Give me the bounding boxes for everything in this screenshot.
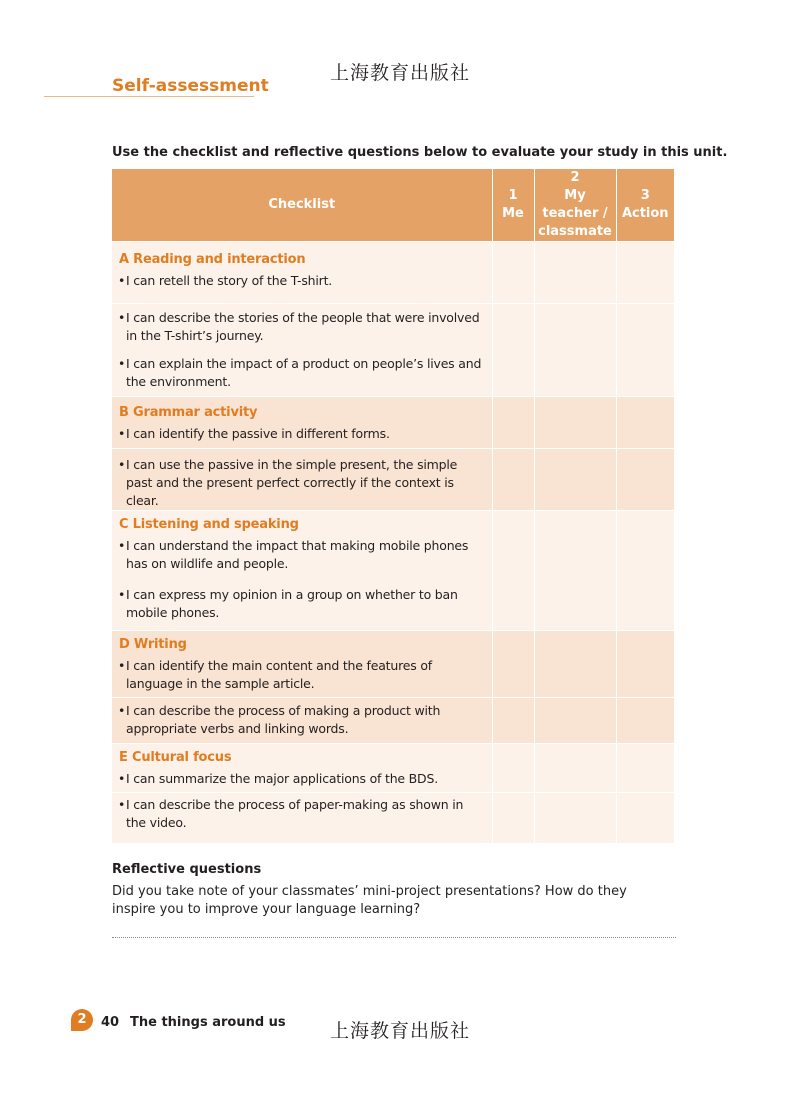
me-checkbox-cell[interactable]: [492, 397, 534, 449]
teacher-checkbox-cell[interactable]: [534, 793, 616, 843]
section-title: Self-assessment: [112, 76, 269, 96]
section-d-title: D Writing: [119, 637, 187, 652]
col2-number: 2: [570, 170, 580, 185]
table-row: [112, 698, 674, 744]
checklist-cell: [112, 304, 492, 397]
section-c-title: C Listening and speaking: [119, 517, 299, 532]
checklist-cell: [112, 449, 492, 511]
table-row: [112, 242, 674, 304]
action-header: [616, 169, 674, 242]
me-checkbox-cell[interactable]: [492, 304, 534, 397]
me-checkbox-cell[interactable]: [492, 511, 534, 631]
list-item: • I can retell the story of the T-shirt.: [119, 272, 486, 290]
publisher-watermark-bottom: 上海教育出版社: [329, 1020, 470, 1042]
page-number: 40: [101, 1015, 120, 1030]
action-checkbox-cell[interactable]: [616, 744, 674, 793]
action-checkbox-cell[interactable]: [616, 449, 674, 511]
table-row: [112, 511, 674, 631]
unit-title: The things around us: [130, 1015, 286, 1030]
reflective-questions-text: Did you take note of your classmates’ mini-project presentations? How do they inspire you to improve your language learning?: [112, 884, 627, 917]
action-checkbox-cell[interactable]: [616, 631, 674, 698]
me-checkbox-cell[interactable]: [492, 698, 534, 744]
action-checkbox-cell[interactable]: [616, 397, 674, 449]
me-checkbox-cell[interactable]: [492, 744, 534, 793]
me-checkbox-cell[interactable]: [492, 242, 534, 304]
col2-label: My teacher / classmate: [538, 188, 612, 239]
checklist-cell: [112, 698, 492, 744]
checklist-cell: [112, 397, 492, 449]
col3-label: Action: [621, 206, 669, 221]
list-item: • I can explain the impact of a product on people’s lives and the environment.: [119, 355, 486, 391]
action-checkbox-cell[interactable]: [616, 511, 674, 631]
teacher-checkbox-cell[interactable]: [534, 304, 616, 397]
checklist-cell: [112, 511, 492, 631]
teacher-checkbox-cell[interactable]: [534, 631, 616, 698]
list-item: • I can summarize the major applications of the BDS.: [119, 770, 486, 788]
checklist-cell: [112, 631, 492, 698]
teacher-checkbox-cell[interactable]: [534, 397, 616, 449]
section-a-title: A Reading and interaction: [119, 252, 306, 267]
teacher-checkbox-cell[interactable]: [534, 698, 616, 744]
list-item: • I can describe the process of making a product with appropriate verbs and linking words.: [119, 702, 486, 738]
action-checkbox-cell[interactable]: [616, 242, 674, 304]
unit-badge: 2: [71, 1009, 93, 1031]
self-assessment-table: [112, 169, 674, 843]
checklist-header: Checklist: [112, 169, 492, 242]
checklist-cell: [112, 793, 492, 843]
table-row: [112, 793, 674, 843]
action-checkbox-cell[interactable]: [616, 793, 674, 843]
list-item: • I can describe the process of paper-making as shown in the video.: [119, 796, 486, 832]
action-checkbox-cell[interactable]: [616, 304, 674, 397]
me-header: [492, 169, 534, 242]
col1-label: Me: [502, 206, 524, 221]
table-row: [112, 449, 674, 511]
teacher-checkbox-cell[interactable]: [534, 744, 616, 793]
table-row: [112, 304, 674, 397]
table-row: [112, 744, 674, 793]
list-item: • I can understand the impact that making mobile phones has on wildlife and people.: [119, 537, 486, 573]
teacher-classmate-header: [534, 169, 616, 242]
teacher-checkbox-cell[interactable]: [534, 511, 616, 631]
list-item: • I can identify the passive in different forms.: [119, 425, 486, 443]
me-checkbox-cell[interactable]: [492, 631, 534, 698]
title-underline: [44, 96, 254, 97]
section-e-title: E Cultural focus: [119, 750, 232, 765]
section-b-title: B Grammar activity: [119, 405, 258, 420]
action-checkbox-cell[interactable]: [616, 698, 674, 744]
teacher-checkbox-cell[interactable]: [534, 242, 616, 304]
col3-number: 3: [640, 188, 650, 203]
col1-number: 1: [508, 188, 518, 203]
list-item: • I can identify the main content and the features of language in the sample article.: [119, 657, 486, 693]
list-item: • I can describe the stories of the people that were involved in the T-shirt’s journey.: [119, 309, 486, 345]
table-row: [112, 631, 674, 698]
teacher-checkbox-cell[interactable]: [534, 449, 616, 511]
table-row: [112, 397, 674, 449]
me-checkbox-cell[interactable]: [492, 449, 534, 511]
reflective-questions-heading: Reflective questions: [112, 862, 262, 877]
answer-line[interactable]: [112, 937, 676, 938]
list-item: • I can express my opinion in a group on whether to ban mobile phones.: [119, 586, 486, 622]
intro-instruction: Use the checklist and reflective questions below to evaluate your study in this unit.: [112, 145, 728, 160]
me-checkbox-cell[interactable]: [492, 793, 534, 843]
publisher-watermark-top: 上海教育出版社: [329, 62, 470, 84]
list-item: • I can use the passive in the simple present, the simple past and the present perfect correctly if the context is clear.: [119, 456, 486, 510]
checklist-cell: [112, 744, 492, 793]
table-header-row: [112, 169, 674, 242]
checklist-cell: [112, 242, 492, 304]
